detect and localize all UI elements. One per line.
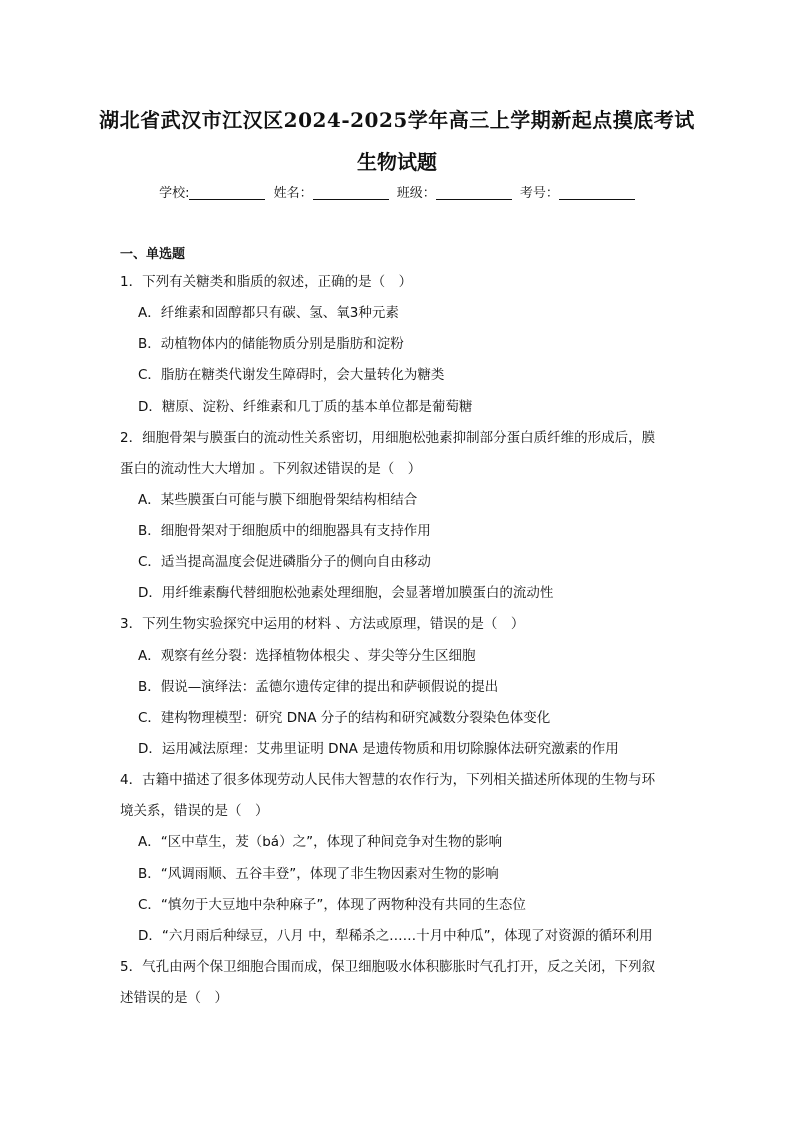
question-3-stem: 3．下列生物实验探究中运用的材料 、方法或原理，错误的是（ ） [120,616,525,632]
section-heading: 一、单选题 [120,247,186,262]
name-label: 姓名： [273,186,313,201]
question-2-option-c: C．适当提高温度会促进磷脂分子的侧向自由移动 [138,554,431,570]
question-3-option-c: C．建构物理模型：研究 DNA 分子的结构和研究减数分裂染色体变化 [138,710,551,726]
school-field [159,186,265,201]
question-4-option-c: C．“慎勿于大豆地中杂种麻子”，体现了两物种没有共同的生态位 [138,897,526,913]
question-5-stem-line-2: 述错误的是（ ） [120,990,228,1006]
exam-number-blank [559,186,635,200]
question-4-option-d: D．“六月雨后种绿豆，八月 中，犁稀杀之……十月中种瓜”，体现了对资源的循环利用 [138,928,653,944]
question-1-option-a: A．纤维素和固醇都只有碳、氢、氧3种元素 [138,305,399,321]
question-1-option-b: B．动植物体内的储能物质分别是脂肪和淀粉 [138,336,404,352]
question-2-stem-line-1: 2．细胞骨架与膜蛋白的流动性关系密切，用细胞松弛素抑制部分蛋白质纤维的形成后，膜 [120,430,656,446]
question-3-option-d: D．运用减法原理：艾弗里证明 DNA 是遗传物质和用切除腺体法研究激素的作用 [138,741,619,757]
question-1-option-d: D．糖原、淀粉、纤维素和几丁质的基本单位都是葡萄糖 [138,399,473,415]
exam-number-field [520,186,635,201]
question-5-stem-line-1: 5．气孔由两个保卫细胞合围而成，保卫细胞吸水体积膨胀时气孔打开，反之关闭，下列叙 [120,959,656,975]
class-field [397,186,512,201]
school-blank [189,186,265,200]
question-1-option-c: C．脂肪在糖类代谢发生障碍时，会大量转化为糖类 [138,367,445,383]
question-1-stem: 1．下列有关糖类和脂质的叙述，正确的是（ ） [120,274,413,290]
page-subtitle: 生物试题 [357,150,437,174]
question-4-option-a: A．“区中草生，茇（bá）之”，体现了种间竞争对生物的影响 [138,834,503,850]
school-label: 学校: [159,186,190,201]
question-2-option-d: D．用纤维素酶代替细胞松弛素处理细胞，会显著增加膜蛋白的流动性 [138,585,554,601]
name-blank [313,186,389,200]
class-label: 班级： [396,186,436,201]
page-title: 湖北省武汉市江汉区2024-2025学年高三上学期新起点摸底考试 [99,108,695,132]
question-4-option-b: B．“风调雨顺、五谷丰登”，体现了非生物因素对生物的影响 [138,866,499,882]
question-3-option-b: B．假说—演绎法：孟德尔遗传定律的提出和萨顿假说的提出 [138,679,499,695]
question-4-stem-line-1: 4．古籍中描述了很多体现劳动人民伟大智慧的农作行为，下列相关描述所体现的生物与环 [120,772,656,788]
student-info-row [0,182,794,201]
exam-number-label: 考号： [519,186,559,201]
question-2-option-b: B．细胞骨架对于细胞质中的细胞器具有支持作用 [138,523,431,539]
question-4-stem-line-2: 境关系，错误的是（ ） [120,803,269,819]
question-2-option-a: A．某些膜蛋白可能与膜下细胞骨架结构相结合 [138,492,418,508]
class-blank [436,186,512,200]
question-3-option-a: A．观察有丝分裂：选择植物体根尖 、芽尖等分生区细胞 [138,648,476,664]
question-2-stem-line-2: 蛋白的流动性大大增加 。下列叙述错误的是（ ） [120,461,422,477]
name-field [274,186,389,201]
